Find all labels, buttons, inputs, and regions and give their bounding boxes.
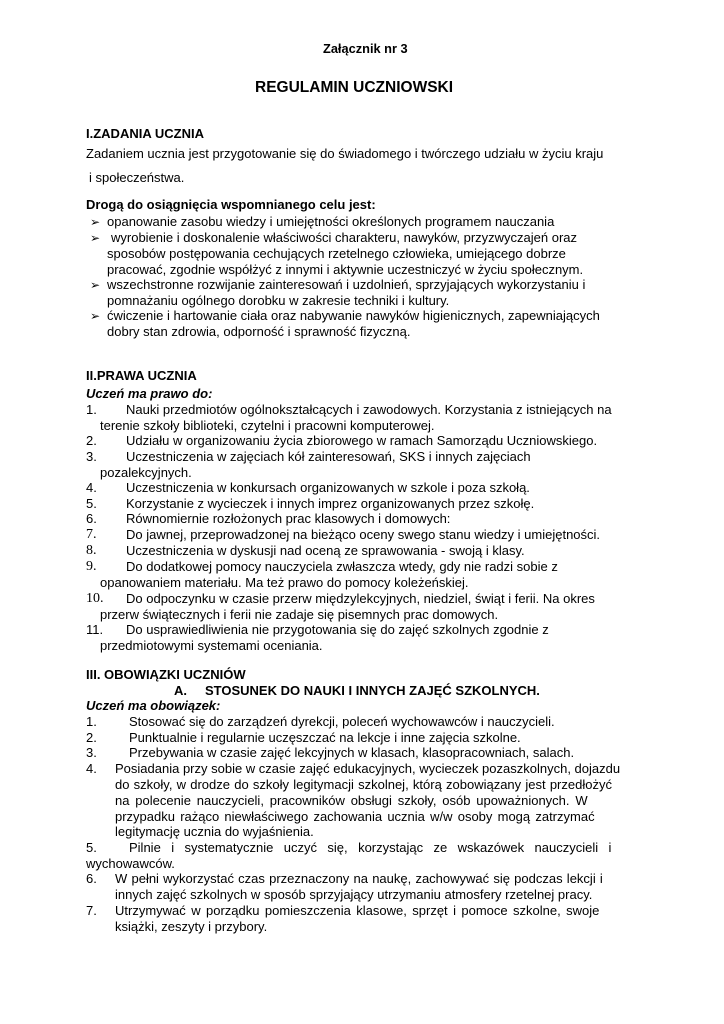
section-3-heading: III. OBOWIĄZKI UCZNIÓW bbox=[86, 667, 246, 682]
list-item-number: 6. bbox=[86, 871, 97, 886]
list-item-cont: do szkoły, w drodze do szkoły legitymacji szkolnej, którą zobowiązany jest przedłożyć bbox=[115, 777, 612, 792]
list-item: Uczestniczenia w zajęciach kół zainteresowań, SKS i innych zajęciach bbox=[126, 449, 531, 464]
list-item-number: 5. bbox=[86, 840, 97, 855]
list-item: W pełni wykorzystać czas przeznaczony na naukę, zachowywać się podczas lekcji i bbox=[115, 871, 603, 886]
list-item-number: 7. bbox=[86, 903, 97, 918]
list-item-number: 11. bbox=[86, 622, 104, 637]
list-item-number: 3. bbox=[86, 745, 97, 760]
list-item: Uczestniczenia w konkursach organizowanych w szkole i poza szkołą. bbox=[126, 480, 530, 495]
list-item-cont: legitymację ucznia do wyjaśnienia. bbox=[115, 824, 314, 839]
list-item-number: 4. bbox=[86, 761, 97, 776]
list-item: Pilnie i systematycznie uczyć się, korzystając ze wskazówek nauczycieli i bbox=[129, 840, 612, 855]
list-item-cont: przedmiotowymi systemami oceniania. bbox=[100, 638, 323, 653]
list-item: ćwiczenie i hartowanie ciała oraz nabywanie nawyków higienicznych, zapewniających bbox=[107, 308, 600, 323]
list-item: Do jawnej, przeprowadzonej na bieżąco oceny swego stanu wiedzy i umiejętności. bbox=[126, 527, 601, 542]
list-item-number: 8. bbox=[86, 543, 97, 558]
list-item: opanowanie zasobu wiedzy i umiejętności określonych programem nauczania bbox=[107, 214, 555, 229]
list-item: Nauki przedmiotów ogólnokształcących i zawodowych. Korzystania z istniejących na bbox=[126, 402, 612, 417]
list-item: Punktualnie i regularnie uczęszczać na lekcje i inne zajęcia szkolne. bbox=[129, 730, 521, 745]
list-item-cont: opanowaniem materiału. Ma też prawo do pomocy koleżeńskiej. bbox=[100, 575, 469, 590]
section-1-intro: Zadaniem ucznia jest przygotowanie się do świadomego i twórczego udziału w życiu kraju bbox=[86, 146, 604, 161]
list-item: Równomiernie rozłożonych prac klasowych i domowych: bbox=[126, 511, 451, 526]
document-title: REGULAMIN UCZNIOWSKI bbox=[255, 79, 454, 96]
list-item: Posiadania przy sobie w czasie zajęć edukacyjnych, wycieczek pozaszkolnych, dojazdu bbox=[115, 761, 621, 776]
section-2-heading: II.PRAWA UCZNIA bbox=[86, 368, 197, 383]
list-item-cont: książki, zeszyty i przybory. bbox=[115, 919, 268, 934]
bullet-arrow-icon: ➢ bbox=[90, 215, 101, 229]
list-item-cont: pracować, zgodnie współżyć z innymi i aktywnie uczestniczyć w życiu społecznym. bbox=[107, 262, 584, 277]
list-item: Przebywania w czasie zajęć lekcyjnych w klasach, klasopracowniach, salach. bbox=[129, 745, 575, 760]
bullet-arrow-icon: ➢ bbox=[90, 309, 101, 323]
list-item-cont: dobry stan zdrowia, odporność i sprawność fizyczną. bbox=[107, 324, 411, 339]
bullet-arrow-icon: ➢ bbox=[90, 231, 101, 245]
list-item-number: 2. bbox=[86, 433, 97, 448]
subsection-title: STOSUNEK DO NAUKI I INNYCH ZAJĘĆ SZKOLNYCH. bbox=[205, 683, 540, 698]
list-item: Udziału w organizowaniu życia zbiorowego w ramach Samorządu Uczniowskiego. bbox=[126, 433, 598, 448]
list-item-cont: terenie szkoły biblioteki, czytelni i pracowni komputerowej. bbox=[100, 418, 435, 433]
list-item-cont: sposobów postępowania cechujących rzetelnego człowieka, umiejącego dobrze bbox=[107, 246, 566, 261]
goal-heading: Drogą do osiągnięcia wspomnianego celu jest: bbox=[86, 197, 376, 212]
list-item-cont: innych zajęć szkolnych w sposób sprzyjający utrzymaniu atmosfery rzetelnej pracy. bbox=[115, 887, 593, 902]
list-item-number: 5. bbox=[86, 496, 97, 511]
list-item-cont: przerw świątecznych i ferii nie zadaje się pisemnych prac domowych. bbox=[100, 607, 499, 622]
list-item-number: 10. bbox=[86, 591, 104, 606]
list-item-number: 4. bbox=[86, 480, 97, 495]
section-2-subheading: Uczeń ma prawo do: bbox=[86, 386, 213, 401]
list-item-cont: pomnażaniu ogólnego dorobku w zakresie techniki i kultury. bbox=[107, 293, 450, 308]
list-item-number: 3. bbox=[86, 449, 97, 464]
list-item: wyrobienie i doskonalenie właściwości charakteru, nawyków, przyzwyczajeń oraz bbox=[111, 230, 578, 245]
list-item-number: 1. bbox=[86, 402, 97, 417]
list-item: Utrzymywać w porządku pomieszczenia klasowe, sprzęt i pomoce szkolne, swoje bbox=[115, 903, 600, 918]
list-item: Do usprawiedliwienia nie przygotowania się do zajęć szkolnych zgodnie z bbox=[126, 622, 549, 637]
annex-label: Załącznik nr 3 bbox=[323, 41, 408, 56]
list-item-number: 7. bbox=[86, 527, 97, 542]
list-item-number: 9. bbox=[86, 559, 97, 574]
bullet-arrow-icon: ➢ bbox=[90, 278, 101, 292]
section-3-subheading: Uczeń ma obowiązek: bbox=[86, 698, 221, 713]
list-item-cont: przypadku rażąco niewłaściwego zachowania ucznia w/w osoby mogą zatrzymać bbox=[115, 809, 595, 824]
list-item-number: 2. bbox=[86, 730, 97, 745]
list-item-cont: wychowawców. bbox=[86, 856, 175, 871]
list-item: wszechstronne rozwijanie zainteresowań i uzdolnień, sprzyjających wykorzystaniu i bbox=[107, 277, 586, 292]
list-item-cont: pozalekcyjnych. bbox=[100, 465, 192, 480]
section-1-heading: I.ZADANIA UCZNIA bbox=[86, 126, 204, 141]
list-item: Do odpoczynku w czasie przerw międzylekcyjnych, niedziel, świąt i ferii. Na okres bbox=[126, 591, 595, 606]
list-item: Uczestniczenia w dyskusji nad oceną ze sprawowania - swoją i klasy. bbox=[126, 543, 525, 558]
list-item-number: 6. bbox=[86, 511, 97, 526]
subsection-letter: A. bbox=[174, 683, 187, 698]
list-item: Korzystanie z wycieczek i innych imprez organizowanych przez szkołę. bbox=[126, 496, 535, 511]
list-item-number: 1. bbox=[86, 714, 97, 729]
list-item-cont: na polecenie nauczycieli, pracowników obsługi szkoły, osób upoważnionych. W bbox=[115, 793, 588, 808]
list-item: Do dodatkowej pomocy nauczyciela zwłaszcza wtedy, gdy nie radzi sobie z bbox=[126, 559, 558, 574]
section-1-intro-cont: i społeczeństwa. bbox=[89, 170, 185, 185]
list-item: Stosować się do zarządzeń dyrekcji, poleceń wychowawców i nauczycieli. bbox=[129, 714, 555, 729]
